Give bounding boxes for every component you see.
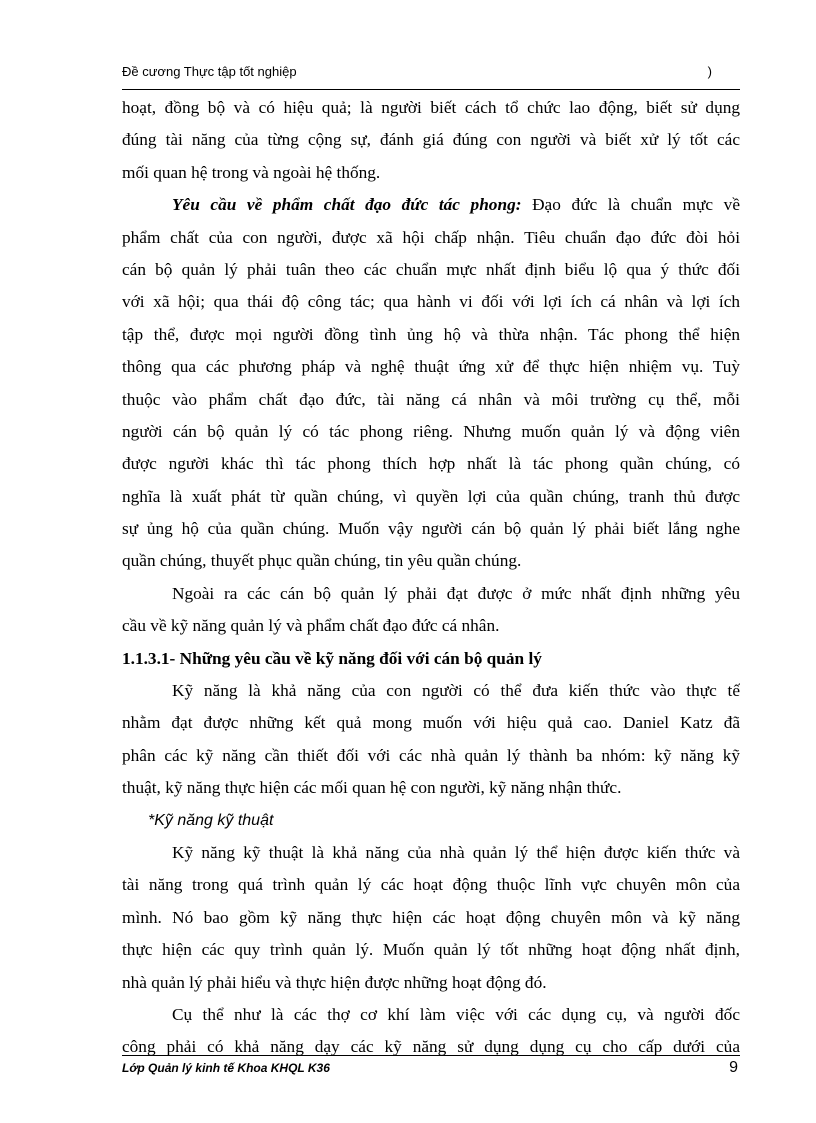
text-line: phẩm chất của con người, được xã hội chấp nhận. Tiêu chuẩn đạo đức đòi hỏi	[122, 227, 740, 247]
footer-class-label: Lớp Quản lý kinh tế Khoa KHQL K36	[122, 1061, 330, 1075]
text-line: Ngoài ra các cán bộ quản lý phải đạt được ở mức nhất định những yêu	[172, 583, 740, 603]
text-line: nhà quản lý phải hiểu và thực hiện được những hoạt động đó.	[122, 972, 547, 992]
page-header	[122, 64, 740, 82]
text-line: cầu về kỹ năng quản lý và phẩm chất đạo đức cá nhân.	[122, 616, 500, 636]
text-line: nhằm đạt được những kết quả mong muốn với hiệu quả cao. Daniel Katz đã	[122, 713, 740, 733]
header-rule	[122, 89, 740, 90]
text-line: nghĩa là xuất phát từ quần chúng, vì quyền lợi của quần chúng, tranh thủ được	[122, 486, 740, 506]
paragraph-lead-line	[122, 189, 740, 221]
subheading: *Kỹ năng kỹ thuật	[148, 811, 274, 829]
text-line: công phải có khả năng dạy các kỹ năng sử dụng dụng cụ cho cấp dưới của	[122, 1037, 740, 1057]
text-line: thông qua các phương pháp và nghệ thuật ứng xử để thực hiện nhiệm vụ. Tuỳ	[122, 357, 740, 377]
text-line: mối quan hệ trong và ngoài hệ thống.	[122, 162, 381, 182]
text-line: cán bộ quản lý phải tuân theo các chuẩn mực nhất định biểu lộ qua ý thức đối	[122, 259, 740, 279]
text-line: quần chúng, thuyết phục quần chúng, tin yêu quần chúng.	[122, 551, 522, 571]
page-number: 9	[729, 1059, 738, 1076]
text-line: Kỹ năng kỹ thuật là khả năng của nhà quản lý thể hiện được kiến thức và	[172, 842, 740, 862]
footer-rule	[122, 1055, 740, 1056]
header-title: Đề cương Thực tập tốt nghiệp	[122, 64, 297, 79]
text-line: tài năng trong quá trình quản lý các hoạt động thuộc lĩnh vực chuyên môn của	[122, 875, 740, 895]
text-line: người cán bộ quản lý có tác phong riêng. Nhưng muốn quản lý và động viên	[122, 421, 740, 441]
text-line: sự ủng hộ của quần chúng. Muốn vậy người cán bộ quản lý phải biết lắng nghe	[122, 519, 740, 539]
text-line: thuật, kỹ năng thực hiện các mối quan hệ con người, kỹ năng nhận thức.	[122, 778, 622, 798]
text-line: đúng tài năng của từng cộng sự, đánh giá đúng con người và biết xử lý tốt các	[122, 130, 740, 150]
text-line: Kỹ năng là khả năng của con người có thể đưa kiến thức vào thực tế	[172, 681, 740, 701]
text-line: tập thể, được mọi người đồng tình ủng hộ và thừa nhận. Tác phong thể hiện	[122, 324, 740, 344]
text-line: Cụ thể như là các thợ cơ khí làm việc với các dụng cụ, và người đốc	[172, 1004, 740, 1024]
text-line: thuộc vào phẩm chất đạo đức, tài năng cá nhân và môi trường cụ thể, mỗi	[122, 389, 740, 409]
text-line: với xã hội; qua thái độ công tác; qua hành vi đối với lợi ích cá nhân và lợi ích	[122, 292, 740, 312]
header-mark: )	[707, 64, 712, 79]
text-run: Đạo đức là chuẩn mực về	[532, 195, 740, 215]
text-line: hoạt, đồng bộ và có hiệu quả; là người biết cách tổ chức lao động, biết sử dụng	[122, 98, 740, 117]
document-body	[122, 92, 740, 1064]
page-footer	[122, 1061, 740, 1081]
emphasis-heading: Yêu cầu về phẩm chất đạo đức tác phong:	[172, 195, 522, 215]
text-line: được người khác thì tác phong thích hợp nhất là tác phong quần chúng, có	[122, 454, 740, 474]
section-heading: 1.1.3.1- Những yêu cầu về kỹ năng đối với cán bộ quản lý	[122, 648, 542, 668]
text-line: mình. Nó bao gồm kỹ năng thực hiện các hoạt động chuyên môn và kỹ năng	[122, 907, 740, 927]
text-line: thực hiện các quy trình quản lý. Muốn quản lý tốt những hoạt động nhất định,	[122, 940, 740, 960]
text-line: phân các kỹ năng cần thiết đối với các nhà quản lý thành ba nhóm: kỹ năng kỹ	[122, 745, 740, 765]
